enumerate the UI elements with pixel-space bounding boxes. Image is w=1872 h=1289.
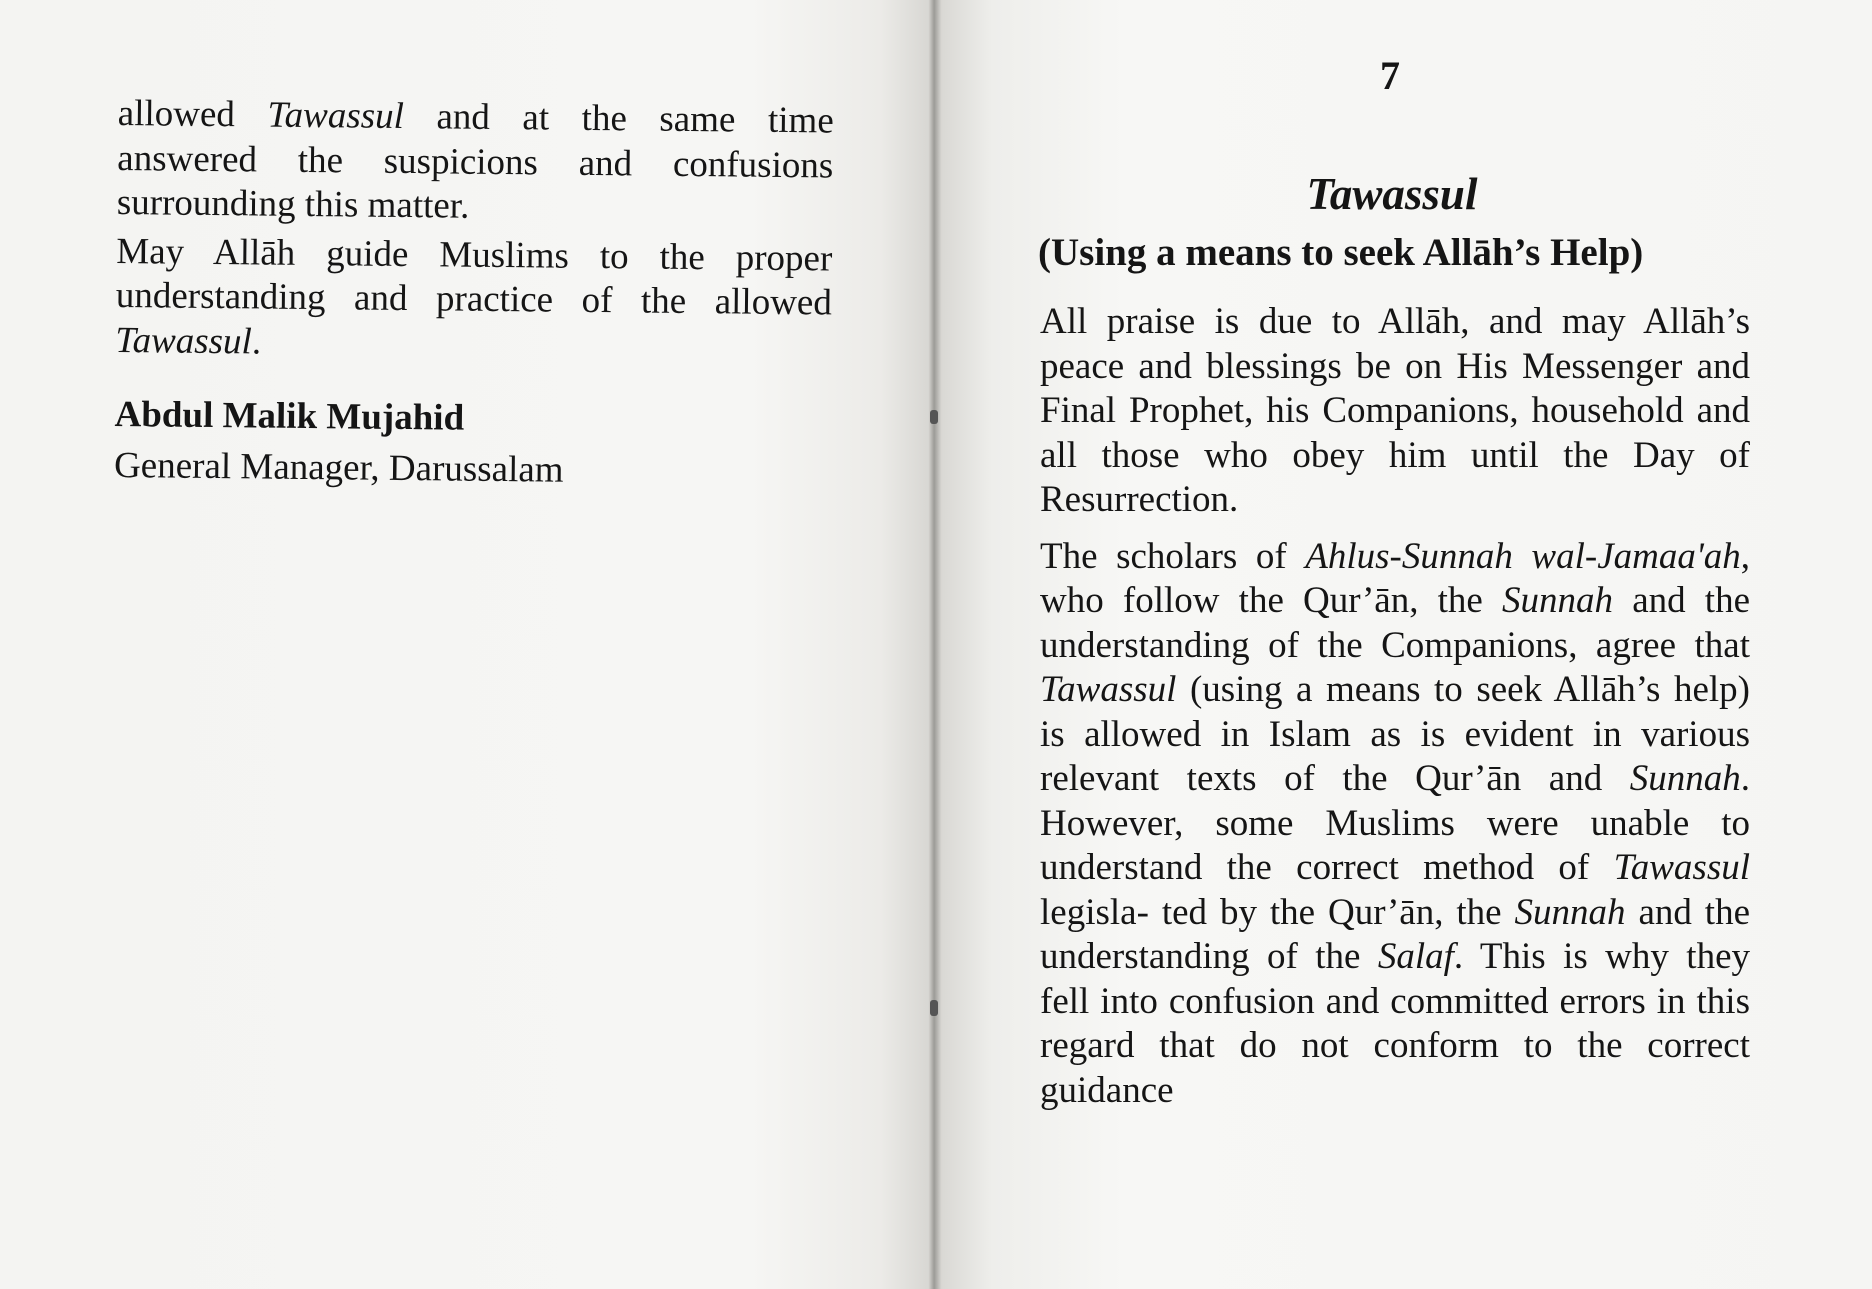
text-run: (using a means to seek Allāh’s help) is allowed in Islam as is evident in various relevant texts of the Qur’ān and bbox=[1040, 669, 1750, 799]
chapter-subtitle: (Using a means to seek Allāh’s Help) bbox=[1038, 231, 1644, 274]
text-run: The scholars of bbox=[1040, 535, 1306, 577]
left-paragraph-2 bbox=[115, 229, 832, 370]
italic-term: Tawassul bbox=[267, 94, 405, 137]
signature-name: Abdul Malik Mujahid bbox=[114, 393, 465, 439]
italic-term: Ahlus-Sunnah wal-Jamaa'ah bbox=[1305, 535, 1741, 577]
signature-title: General Manager, Darussalam bbox=[113, 444, 564, 491]
left-page-text bbox=[114, 92, 834, 495]
chapter-title: Tawassul bbox=[1306, 169, 1478, 219]
text-run: . However, some Muslims were unable to understand the correct method of bbox=[1040, 758, 1750, 888]
text-run: and the understanding of the Companions, agree that bbox=[1040, 580, 1750, 666]
text-run: legisla- ted by the Qur’ān, the bbox=[1040, 891, 1515, 933]
right-paragraph-1 bbox=[1040, 300, 1750, 523]
right-paragraph-2 bbox=[1040, 535, 1750, 1114]
left-paragraph-1 bbox=[117, 92, 834, 233]
text-run: allowed bbox=[117, 92, 268, 136]
page-number: 7 bbox=[1380, 53, 1400, 98]
right-page-text bbox=[1040, 300, 1750, 1113]
italic-term: Sunnah bbox=[1502, 580, 1614, 621]
left-page bbox=[0, 0, 930, 1289]
italic-term: Salaf bbox=[1377, 936, 1454, 977]
text-run: and at the same time answered the suspicions and confusions surrounding this matter. bbox=[116, 95, 834, 227]
italic-term: Tawassul bbox=[1040, 669, 1177, 710]
italic-term: Tawassul bbox=[115, 319, 253, 362]
right-page bbox=[932, 0, 1872, 1289]
text-run: May Allāh guide Muslims to the proper understanding and practice of the allowed bbox=[115, 230, 833, 324]
text-run: All praise is due to Allāh, and may Allāh’s peace and blessings be on His Messenger and Final Prophet, his Companions, household and all those who obey him until the Day of Resurrection. bbox=[1040, 301, 1750, 520]
italic-term: Sunnah bbox=[1629, 758, 1741, 799]
text-run: and the understanding of the bbox=[1040, 891, 1751, 977]
text-run: . bbox=[251, 320, 262, 363]
text-run: . This is why they fell into confusion and committed errors in this regard that do not conform to the correct guidance bbox=[1040, 936, 1750, 1111]
italic-term: Sunnah bbox=[1514, 891, 1626, 933]
text-run: , who follow the Qur’ān, the bbox=[1040, 535, 1751, 621]
italic-term: Tawassul bbox=[1613, 847, 1750, 888]
